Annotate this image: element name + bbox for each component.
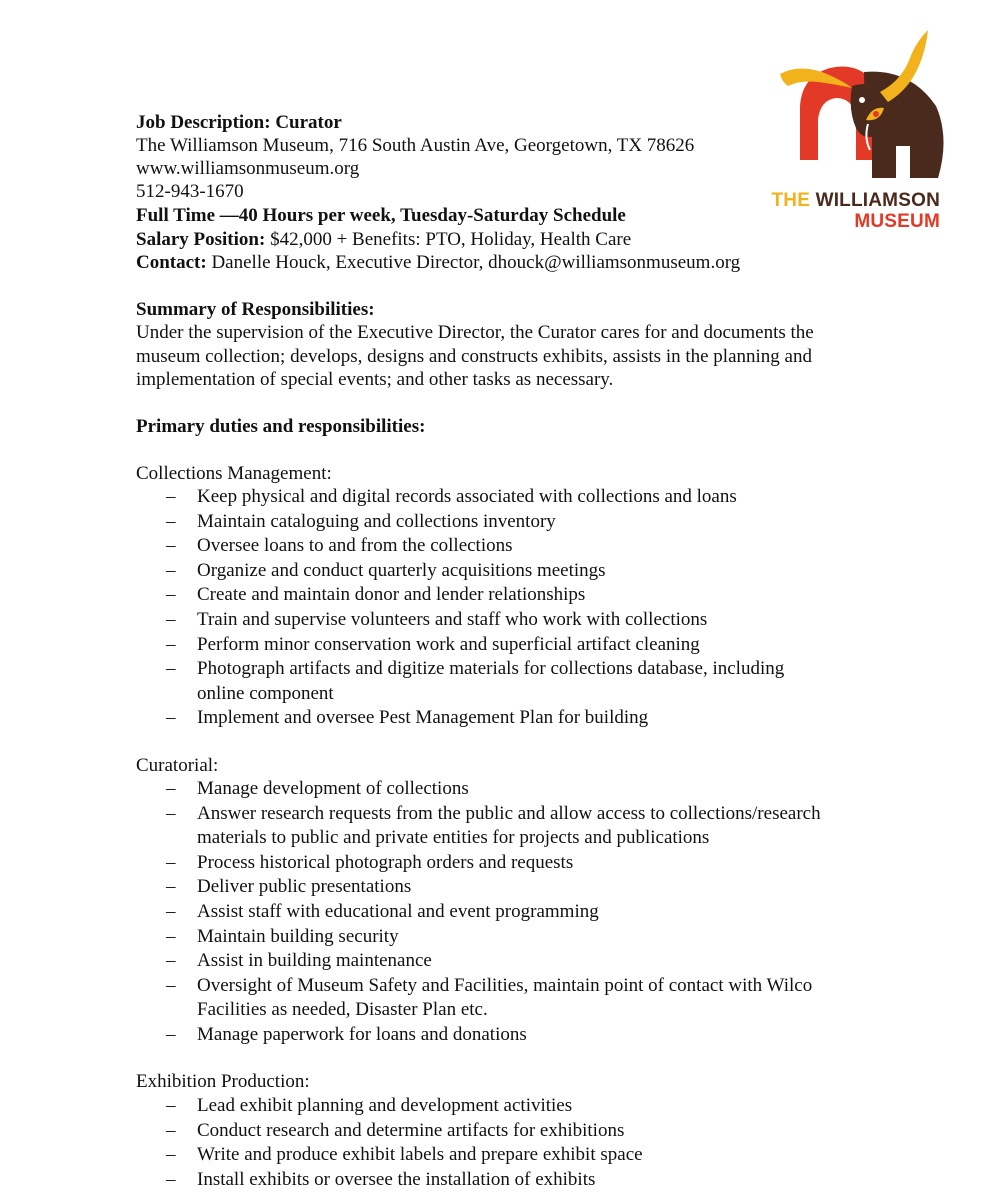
logo-line-1 bbox=[771, 190, 940, 212]
list-item bbox=[166, 1023, 821, 1048]
list-item-text: Organize and conduct quarterly acquisitions meetings bbox=[197, 559, 606, 581]
list-item bbox=[166, 657, 784, 706]
list-item bbox=[166, 510, 784, 535]
section-label-collections: Collections Management: bbox=[136, 463, 332, 484]
summary-line: implementation of special events; and other tasks as necessary. bbox=[136, 369, 614, 390]
job-title: Job Description: Curator bbox=[136, 112, 342, 133]
list-item-text: Create and maintain donor and lender relationships bbox=[197, 584, 586, 606]
exhibition-duties-list bbox=[166, 1094, 643, 1192]
list-item bbox=[166, 1168, 643, 1193]
list-item bbox=[166, 1119, 643, 1144]
list-item bbox=[166, 583, 784, 608]
salary-label: Salary Position: bbox=[136, 229, 266, 250]
list-item-text: Implement and oversee Pest Management Plan for building bbox=[197, 707, 649, 729]
list-item-text: Assist staff with educational and event programming bbox=[197, 900, 599, 922]
list-item-text: Maintain cataloguing and collections inventory bbox=[197, 510, 556, 532]
collections-duties-list bbox=[166, 485, 784, 731]
list-item bbox=[166, 485, 784, 510]
list-item-text: Keep physical and digital records associated with collections and loans bbox=[197, 486, 737, 507]
contact-label: Contact: bbox=[136, 252, 207, 273]
website-link[interactable]: www.williamsonmuseum.org bbox=[136, 158, 360, 179]
list-item-text: Maintain building security bbox=[197, 925, 399, 947]
list-item bbox=[166, 851, 821, 876]
list-item-text: Oversee loans to and from the collections bbox=[197, 535, 513, 557]
contact-line bbox=[136, 251, 740, 274]
phone-line: 512-943-1670 bbox=[136, 181, 244, 202]
list-item-text: Process historical photograph orders and requests bbox=[197, 851, 574, 873]
list-item bbox=[166, 925, 821, 950]
list-item-text: – Photograph artifacts and digitize materials for collections database, including bbox=[197, 658, 785, 680]
list-item bbox=[166, 559, 784, 584]
list-item-text: Manage development of collections bbox=[197, 778, 469, 799]
list-item-text: Assist in building maintenance bbox=[197, 950, 432, 972]
museum-logo bbox=[760, 28, 950, 233]
buffalo-logo-icon bbox=[760, 28, 950, 193]
list-item-text: – Oversight of Museum Safety and Facilities, maintain point of contact with Wilco bbox=[197, 974, 813, 996]
summary-line: Under the supervision of the Executive Director, the Curator cares for and documents the bbox=[136, 322, 814, 343]
list-item-text: Perform minor conservation work and superficial artifact cleaning bbox=[197, 633, 700, 655]
list-item bbox=[166, 1143, 643, 1168]
primary-duties-heading: Primary duties and responsibilities: bbox=[136, 416, 426, 437]
list-item-text: Deliver public presentations bbox=[197, 876, 412, 898]
list-item bbox=[166, 706, 784, 731]
list-item bbox=[166, 875, 821, 900]
list-item-text: Write and produce exhibit labels and prepare exhibit space bbox=[197, 1144, 643, 1166]
schedule-line: Full Time —40 Hours per week, Tuesday-Saturday Schedule bbox=[136, 205, 626, 226]
salary-value: $42,000 + Benefits: PTO, Holiday, Health Care bbox=[265, 229, 632, 250]
list-item-text: Manage paperwork for loans and donations bbox=[197, 1023, 527, 1045]
address-line: The Williamson Museum, 716 South Austin Ave, Georgetown, TX 78626 bbox=[136, 135, 695, 156]
list-item-text: Install exhibits or oversee the installation of exhibits bbox=[197, 1168, 596, 1190]
list-item bbox=[166, 777, 821, 802]
list-item-text: – Answer research requests from the public and allow access to collections/research bbox=[197, 802, 821, 824]
list-item-text-continued: Facilities as needed, Disaster Plan etc. bbox=[197, 999, 488, 1021]
list-item bbox=[166, 608, 784, 633]
salary-line bbox=[136, 228, 631, 251]
list-item-text: Conduct research and determine artifacts for exhibitions bbox=[197, 1119, 625, 1141]
list-item-text: Train and supervise volunteers and staff who work with collections bbox=[197, 608, 708, 630]
list-item bbox=[166, 900, 821, 925]
list-item bbox=[166, 633, 784, 658]
contact-value: Danelle Houck, Executive Director, dhouck@williamsonmuseum.org bbox=[206, 252, 741, 273]
list-item bbox=[166, 802, 821, 851]
list-item-text-continued: materials to public and private entities for projects and publications bbox=[197, 827, 710, 849]
section-label-exhibition: Exhibition Production: bbox=[136, 1071, 310, 1092]
section-label-curatorial: Curatorial: bbox=[136, 755, 219, 776]
list-item bbox=[166, 1094, 643, 1119]
summary-line: museum collection; develops, designs and constructs exhibits, assists in the planning and bbox=[136, 345, 812, 367]
list-item bbox=[166, 949, 821, 974]
logo-line-2: MUSEUM bbox=[854, 211, 940, 232]
list-item-text: Lead exhibit planning and development activities bbox=[197, 1095, 573, 1116]
logo-brand-word: WILLIAMSON bbox=[815, 190, 940, 211]
summary-paragraph bbox=[136, 321, 876, 392]
list-item bbox=[166, 534, 784, 559]
logo-the-word: THE bbox=[771, 190, 811, 211]
list-item-text-continued: online component bbox=[197, 682, 334, 704]
summary-heading: Summary of Responsibilities: bbox=[136, 299, 375, 320]
list-item bbox=[166, 974, 821, 1023]
curatorial-duties-list bbox=[166, 777, 821, 1048]
